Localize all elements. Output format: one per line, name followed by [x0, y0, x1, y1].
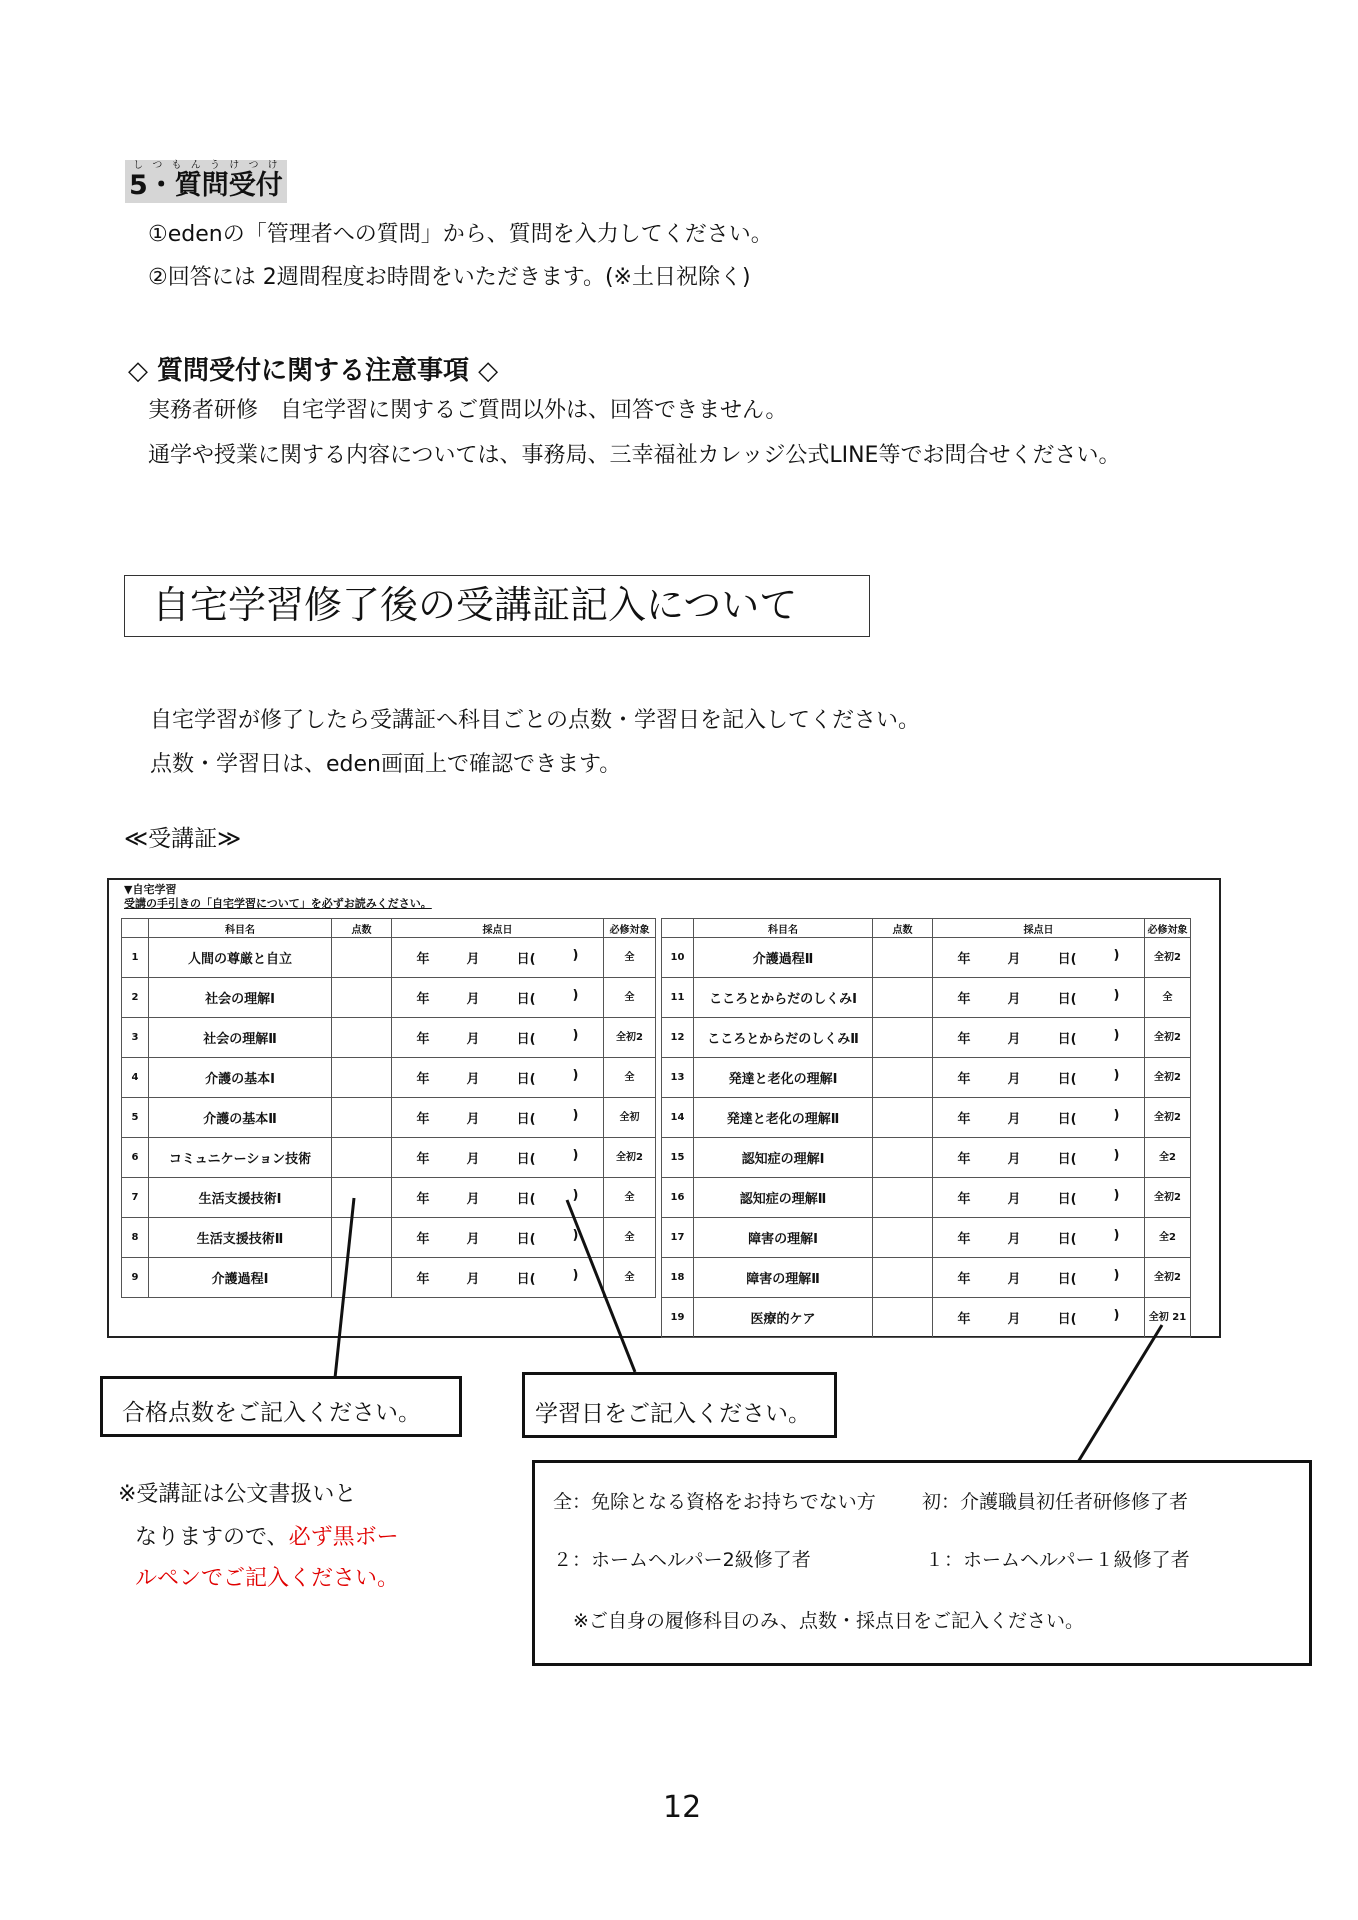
date-part: 年 — [957, 1152, 971, 1167]
date-part: 年 — [416, 1112, 430, 1127]
date-part: ) — [1113, 1308, 1120, 1323]
date-part: ) — [1113, 988, 1120, 1003]
date-part: 日( — [1057, 1232, 1077, 1247]
date-part: ) — [1113, 1028, 1120, 1043]
date-part: 日( — [516, 1192, 536, 1207]
date-part: 日( — [1057, 1112, 1077, 1127]
date-part: 月 — [466, 1232, 480, 1247]
date-part: 日( — [516, 1032, 536, 1047]
date-part: 年 — [957, 1232, 971, 1247]
date-connector — [567, 1200, 635, 1372]
required-mark: 全初2 — [604, 1018, 656, 1058]
row-number: 8 — [122, 1218, 149, 1258]
date-part: 日( — [516, 1072, 536, 1087]
date-part: 年 — [416, 1232, 430, 1247]
subject-name: 生活支援技術Ⅰ — [149, 1178, 332, 1218]
date-part: 年 — [957, 1112, 971, 1127]
date-part: 月 — [1007, 1152, 1021, 1167]
date-part: 日( — [516, 952, 536, 967]
date-part: 月 — [1007, 1312, 1021, 1327]
instruction-line-1: 自宅学習が修了したら受講証へ科目ごとの点数・学習日を記入してください。 — [150, 708, 921, 733]
date-part: 年 — [416, 1032, 430, 1047]
required-mark: 全 — [604, 978, 656, 1018]
required-mark: 全 — [604, 1058, 656, 1098]
row-number: 2 — [122, 978, 149, 1018]
row-number: 5 — [122, 1098, 149, 1138]
legend-zen: 全：免除となる資格をお持ちでない方 — [553, 1491, 876, 1513]
subject-name: 社会の理解Ⅰ — [149, 978, 332, 1018]
row-number: 18 — [662, 1258, 694, 1298]
date-part: 月 — [466, 1152, 480, 1167]
required-mark: 全 — [1145, 978, 1191, 1018]
date-part: 日( — [1057, 992, 1077, 1007]
row-number: 16 — [662, 1178, 694, 1218]
subject-name: 発達と老化の理解Ⅱ — [694, 1098, 873, 1138]
required-mark: 全初2 — [1145, 938, 1191, 978]
date-part: ) — [1113, 1108, 1120, 1123]
col-subject: 科目名 — [149, 919, 332, 938]
warning-line-3: ルペンでご記入ください。 — [135, 1566, 400, 1591]
required-mark: 全2 — [1145, 1138, 1191, 1178]
date-part: 月 — [1007, 1192, 1021, 1207]
required-mark: 全初 — [604, 1098, 656, 1138]
date-part: 日( — [516, 1272, 536, 1287]
subject-name: 生活支援技術Ⅱ — [149, 1218, 332, 1258]
date-part: 月 — [466, 1032, 480, 1047]
subject-name: 発達と老化の理解Ⅰ — [694, 1058, 873, 1098]
date-part: 月 — [1007, 1072, 1021, 1087]
date-part: 月 — [466, 992, 480, 1007]
warning-red-1: 必ず黒ボー — [288, 1525, 399, 1550]
legend-connector — [1078, 1325, 1162, 1462]
date-part: 年 — [416, 1272, 430, 1287]
date-part: 年 — [957, 1312, 971, 1327]
score-callout-text: 合格点数をご記入ください。 — [122, 1400, 421, 1426]
row-number: 10 — [662, 938, 694, 978]
date-part: 年 — [957, 1192, 971, 1207]
legend-two: ２：ホームヘルパー2級修了者 — [553, 1549, 811, 1571]
subject-name: 介護の基本Ⅱ — [149, 1098, 332, 1138]
date-part: 日( — [1057, 1312, 1077, 1327]
date-part: 月 — [466, 952, 480, 967]
subject-name: 認知症の理解Ⅱ — [694, 1178, 873, 1218]
date-part: 年 — [416, 1072, 430, 1087]
table-heading-label: ▼自宅学習 — [124, 883, 177, 896]
warning-line-2 — [135, 1525, 399, 1551]
date-part: 日( — [516, 1152, 536, 1167]
subject-name: 介護過程Ⅰ — [149, 1258, 332, 1298]
warning-prefix: なりますので、 — [135, 1525, 289, 1550]
date-part: 年 — [416, 1192, 430, 1207]
subject-name: 障害の理解Ⅰ — [694, 1218, 873, 1258]
date-part: 月 — [1007, 1032, 1021, 1047]
date-part: 月 — [466, 1112, 480, 1127]
col-required: 必修対象 — [1145, 919, 1191, 938]
date-part: ) — [572, 1228, 579, 1243]
date-part: 年 — [416, 952, 430, 967]
row-number: 14 — [662, 1098, 694, 1138]
date-part: 月 — [466, 1192, 480, 1207]
required-mark: 全初2 — [604, 1138, 656, 1178]
date-part: 年 — [957, 1272, 971, 1287]
date-part: 日( — [516, 1232, 536, 1247]
subject-name: 認知症の理解Ⅰ — [694, 1138, 873, 1178]
date-part: ) — [572, 1108, 579, 1123]
table-note: 受講の手引きの「自宅学習について」を必ずお読みください。 — [124, 897, 432, 911]
date-part: 月 — [1007, 992, 1021, 1007]
required-mark: 全 — [604, 1218, 656, 1258]
row-number: 1 — [122, 938, 149, 978]
row-number: 3 — [122, 1018, 149, 1058]
date-part: 日( — [516, 1112, 536, 1127]
legend-sho: 初：介護職員初任者研修修了者 — [922, 1491, 1189, 1513]
date-part: ) — [1113, 1268, 1120, 1283]
row-number: 17 — [662, 1218, 694, 1258]
card-title: ≪受講証≫ — [124, 826, 242, 852]
date-part: 日( — [1057, 1072, 1077, 1087]
subject-name: 障害の理解Ⅱ — [694, 1258, 873, 1298]
required-mark: 全 — [604, 1258, 656, 1298]
notice-line-2: 通学や授業に関する内容については、事務局、三幸福祉カレッジ公式LINE等でお問合せください。 — [148, 443, 1121, 468]
date-part: ) — [572, 948, 579, 963]
col-subject: 科目名 — [694, 919, 873, 938]
subject-name: コミュニケーション技術 — [149, 1138, 332, 1178]
required-mark: 全初2 — [1145, 1098, 1191, 1138]
subject-name: 人間の尊厳と自立 — [149, 938, 332, 978]
date-part: ) — [1113, 1228, 1120, 1243]
date-part: 日( — [1057, 1152, 1077, 1167]
required-mark: 全2 — [1145, 1218, 1191, 1258]
date-part: ) — [572, 1068, 579, 1083]
required-mark: 全 — [604, 938, 656, 978]
date-part: ) — [1113, 1148, 1120, 1163]
col-date: 採点日 — [392, 919, 604, 938]
col-required: 必修対象 — [604, 919, 656, 938]
date-part: 年 — [416, 992, 430, 1007]
date-part: 年 — [416, 1152, 430, 1167]
date-part: ) — [1113, 1068, 1120, 1083]
row-number: 9 — [122, 1258, 149, 1298]
date-part: ) — [572, 1268, 579, 1283]
row-number: 12 — [662, 1018, 694, 1058]
date-part: 年 — [957, 1032, 971, 1047]
date-part: 月 — [1007, 1232, 1021, 1247]
required-mark: 全初2 — [1145, 1018, 1191, 1058]
subject-name: こころとからだのしくみⅠ — [694, 978, 873, 1018]
boxed-heading: 自宅学習修了後の受講証記入について — [152, 583, 798, 627]
notice-line-1: 実務者研修 自宅学習に関するご質問以外は、回答できません。 — [148, 398, 788, 423]
date-part: 日( — [1057, 952, 1077, 967]
date-part: ) — [1113, 948, 1120, 963]
date-part: ) — [572, 1028, 579, 1043]
question-step-2: ②回答には 2週間程度お時間をいただきます。(※土日祝除く) — [148, 265, 751, 290]
page-number: 12 — [663, 1790, 702, 1825]
col-score: 点数 — [332, 919, 392, 938]
date-callout-text: 学習日をご記入ください。 — [535, 1401, 811, 1427]
row-number: 4 — [122, 1058, 149, 1098]
row-number: 11 — [662, 978, 694, 1018]
date-part: 年 — [957, 952, 971, 967]
date-part: ) — [572, 1148, 579, 1163]
date-part: ) — [572, 988, 579, 1003]
legend-note: ※ご自身の履修科目のみ、点数・採点日をご記入ください。 — [573, 1610, 1085, 1632]
row-number: 13 — [662, 1058, 694, 1098]
subject-name: 介護過程Ⅱ — [694, 938, 873, 978]
required-mark: 全初2 — [1145, 1258, 1191, 1298]
date-part: 月 — [1007, 1112, 1021, 1127]
required-mark: 全初2 — [1145, 1178, 1191, 1218]
required-mark: 全初2 — [1145, 1058, 1191, 1098]
col-score: 点数 — [873, 919, 933, 938]
date-part: 月 — [466, 1272, 480, 1287]
date-part: 日( — [516, 992, 536, 1007]
date-part: ) — [1113, 1188, 1120, 1203]
notice-title: ◇ 質問受付に関する注意事項 ◇ — [128, 356, 499, 386]
date-part: 月 — [466, 1072, 480, 1087]
subject-name: 医療的ケア — [694, 1298, 873, 1338]
subject-name: こころとからだのしくみⅡ — [694, 1018, 873, 1058]
date-part: 月 — [1007, 1272, 1021, 1287]
row-number: 6 — [122, 1138, 149, 1178]
date-part: 日( — [1057, 1272, 1077, 1287]
date-part: 年 — [957, 1072, 971, 1087]
question-step-1: ①edenの「管理者への質問」から、質問を入力してください。 — [148, 222, 773, 247]
date-part: ) — [572, 1188, 579, 1203]
date-part: 日( — [1057, 1192, 1077, 1207]
legend-one: １：ホームヘルパー１級修了者 — [925, 1549, 1190, 1571]
score-connector — [335, 1198, 354, 1378]
date-part: 日( — [1057, 1032, 1077, 1047]
date-part: 月 — [1007, 952, 1021, 967]
required-mark: 全 — [604, 1178, 656, 1218]
col-date: 採点日 — [933, 919, 1145, 938]
section-title: 5・質問受付しつもんうけつけ — [125, 160, 287, 203]
instruction-line-2: 点数・学習日は、eden画面上で確認できます。 — [150, 752, 622, 777]
row-number: 19 — [662, 1298, 694, 1338]
required-mark: 全初 21 — [1145, 1298, 1191, 1338]
date-part: 年 — [957, 992, 971, 1007]
warning-line-1: ※受講証は公文書扱いと — [118, 1482, 357, 1507]
subject-name: 介護の基本Ⅰ — [149, 1058, 332, 1098]
row-number: 15 — [662, 1138, 694, 1178]
subject-name: 社会の理解Ⅱ — [149, 1018, 332, 1058]
row-number: 7 — [122, 1178, 149, 1218]
